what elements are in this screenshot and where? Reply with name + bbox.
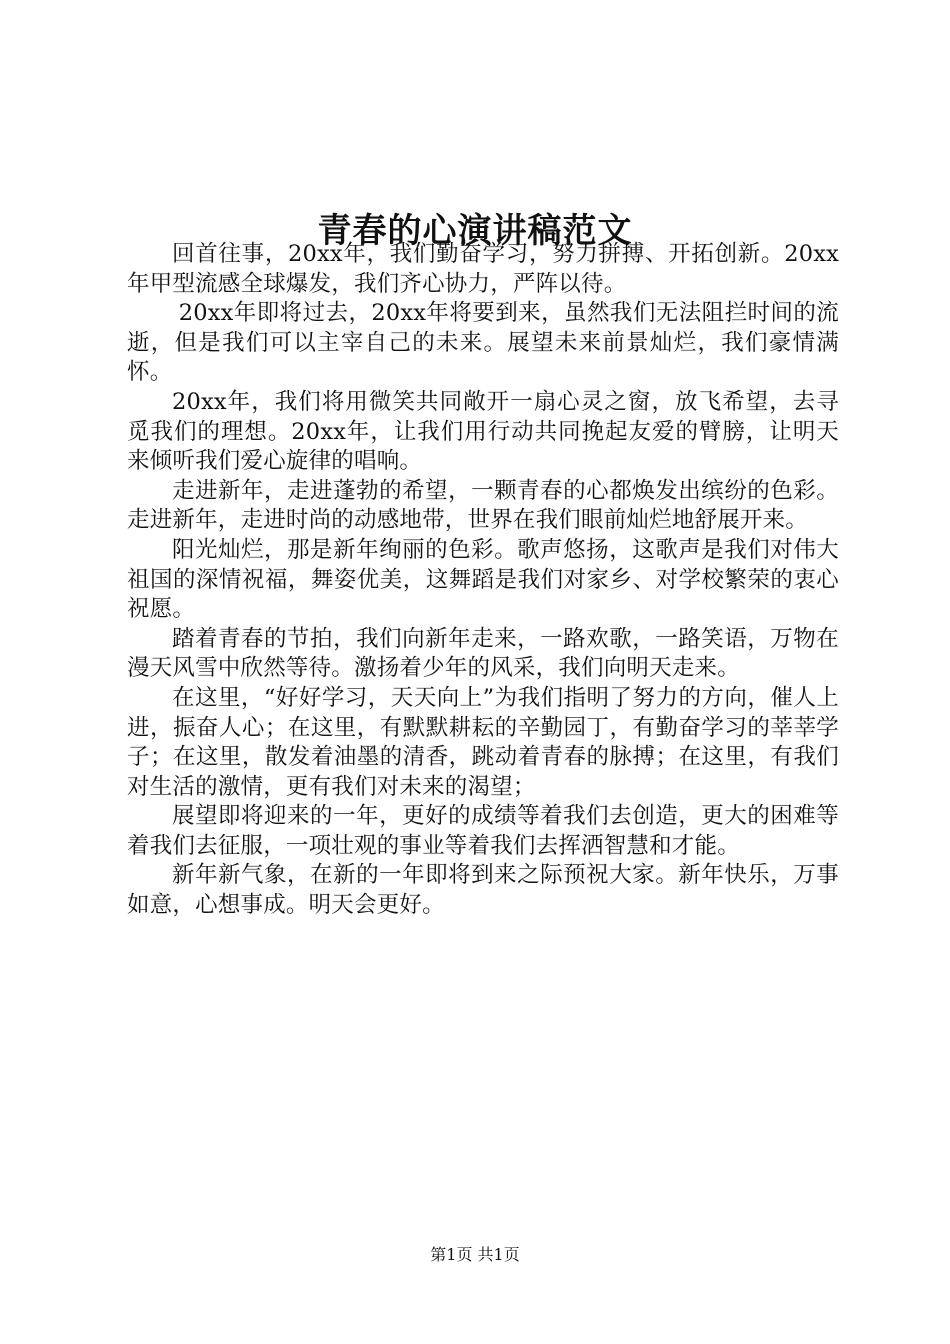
paragraph-4: 走进新年，走进蓬勃的希望，一颗青春的心都焕发出缤纷的色彩。走进新年，走进时尚的动感地带，世界在我们眼前灿烂地舒展开来。 xyxy=(127,477,839,534)
paragraph-6: 踏着青春的节拍，我们向新年走来，一路欢歌，一路笑语，万物在漫天风雪中欣然等待。激扬着少年的风采，我们向明天走来。 xyxy=(127,625,839,682)
document-body xyxy=(127,240,839,921)
paragraph-3: 20xx年，我们将用微笑共同敞开一扇心灵之窗，放飞希望，去寻觅我们的理想。20xx年，让我们用行动共同挽起友爱的臂膀，让明天来倾听我们爱心旋律的唱响。 xyxy=(127,388,839,475)
document-title: 青春的心演讲稿范文 xyxy=(317,210,633,251)
paragraph-8: 展望即将迎来的一年，更好的成绩等着我们去创造，更大的困难等着我们去征服，一项壮观的事业等着我们去挥洒智慧和才能。 xyxy=(127,803,839,859)
paragraph-2: 20xx年即将过去，20xx年将要到来，虽然我们无法阻拦时间的流逝，但是我们可以主宰自己的未来。展望未来前景灿烂，我们豪情满怀。 xyxy=(127,300,839,386)
paragraph-5: 阳光灿烂，那是新年绚丽的色彩。歌声悠扬，这歌声是我们对伟大祖国的深情祝福，舞姿优美，这舞蹈是我们对家乡、对学校繁荣的衷心祝愿。 xyxy=(127,536,839,623)
paragraph-1: 回首往事，20xx年，我们勤奋学习，努力拼搏、开拓创新。20xx年甲型流感全球爆发，我们齐心协力，严阵以待。 xyxy=(127,241,839,297)
page-footer: 第1页 共1页 xyxy=(430,1245,520,1264)
paragraph-7: 在这里，“好好学习，天天向上”为我们指明了努力的方向，催人上进，振奋人心；在这里，有默默耕耘的辛勤园丁，有勤奋学习的莘莘学子；在这里，散发着油墨的清香，跳动着青春的脉搏；在这里，有我们对生活的激情，更有我们对未来的渴望； xyxy=(127,684,839,800)
paragraph-9: 新年新气象，在新的一年即将到来之际预祝大家。新年快乐，万事如意，心想事成。明天会更好。 xyxy=(127,862,839,919)
